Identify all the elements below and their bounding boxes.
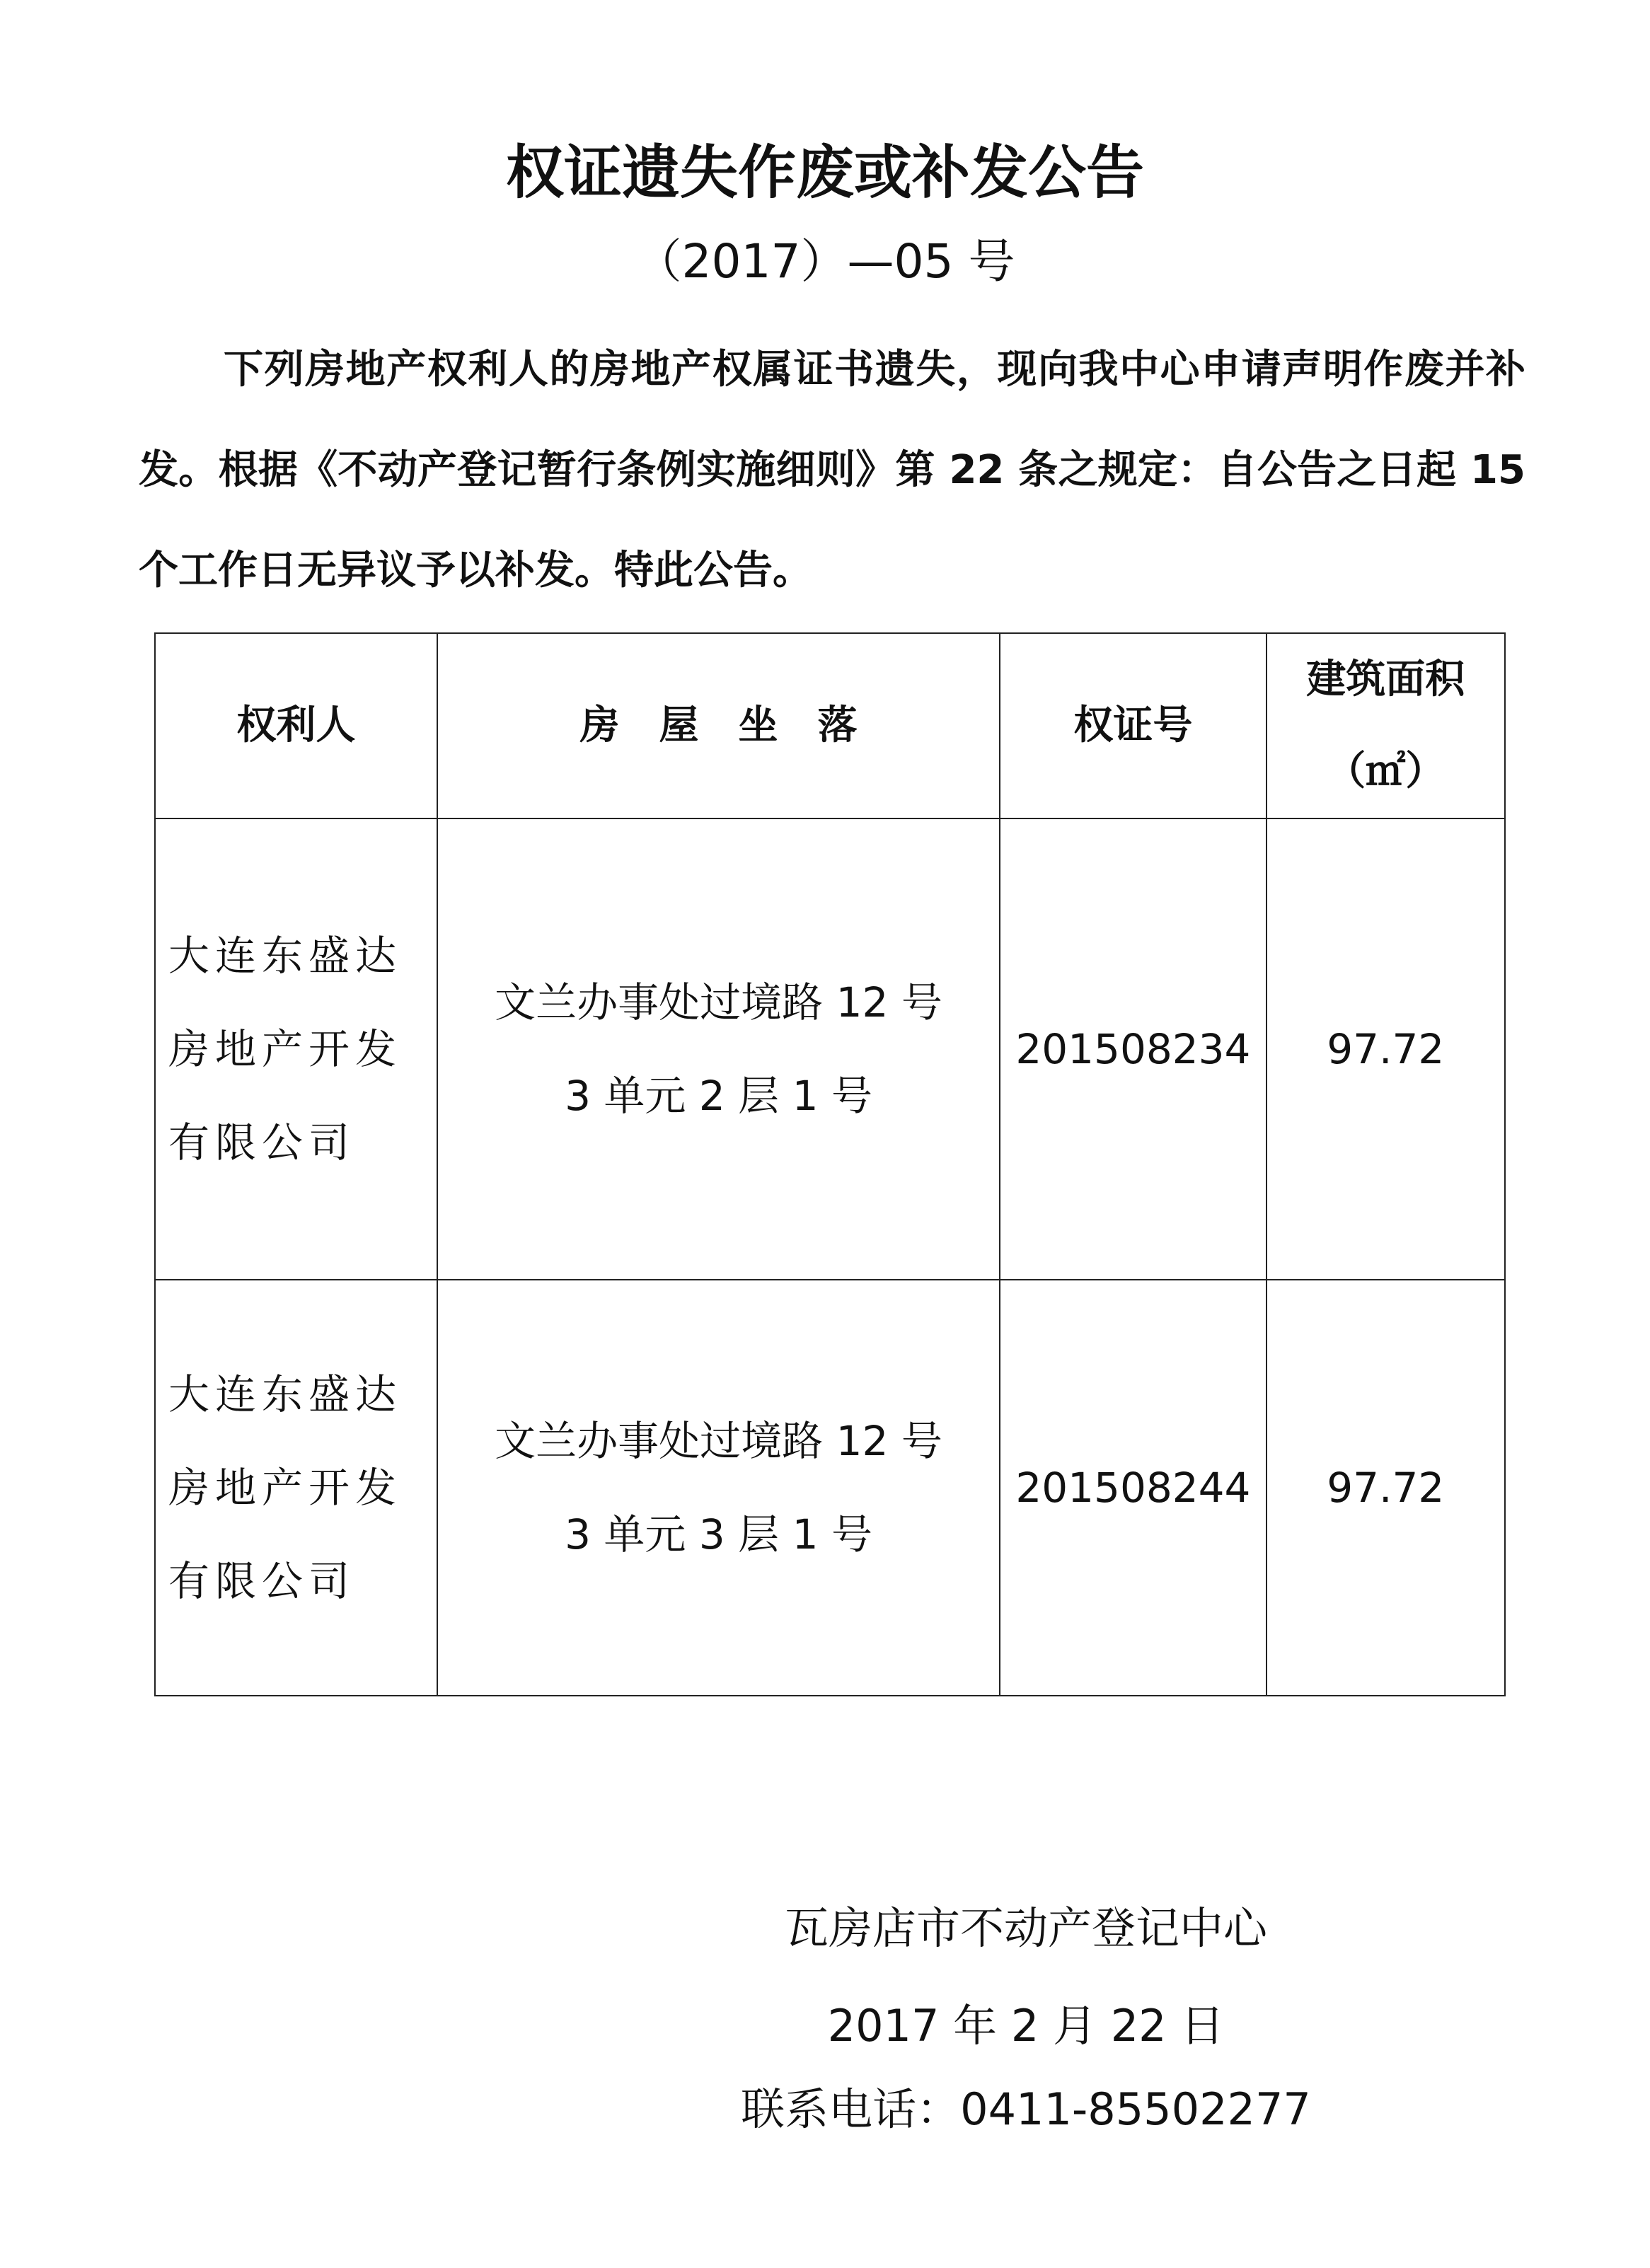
table-row bbox=[155, 1280, 1505, 1696]
cell-cert: 201508234 bbox=[1000, 818, 1266, 1280]
location-line2: 3 单元 2 层 1 号 bbox=[565, 1072, 872, 1120]
issue-date: 2017 年 2 月 22 日 bbox=[827, 2000, 1225, 2052]
contact-phone: 联系电话：0411-85502277 bbox=[741, 2083, 1311, 2135]
header-area-line2: （㎡） bbox=[1326, 748, 1446, 794]
header-area bbox=[1267, 633, 1505, 818]
location-line1: 文兰办事处过境路 12 号 bbox=[495, 1417, 942, 1465]
issuing-organization: 瓦房店市不动产登记中心 bbox=[784, 1902, 1267, 1954]
notice-body: 下列房地产权利人的房地产权属证书遗失，现向我中心申请声明作废并补发。根据《不动产登记暂行条例实施细则》第 22 条之规定：自公告之日起 15 个工作日无异议予以补发。特此公告。 bbox=[139, 347, 1525, 594]
header-area-line1: 建筑面积 bbox=[1306, 656, 1465, 702]
cell-owner: 大连东盛达房地产开发有限公司 bbox=[155, 818, 437, 1280]
table-header-row bbox=[155, 633, 1505, 818]
header-cert: 权证号 bbox=[1000, 633, 1266, 818]
table-row bbox=[155, 818, 1505, 1280]
header-owner: 权利人 bbox=[155, 633, 437, 818]
cell-location bbox=[437, 818, 1000, 1280]
location-line2: 3 单元 3 层 1 号 bbox=[565, 1510, 872, 1558]
cell-location bbox=[437, 1280, 1000, 1696]
cell-area: 97.72 bbox=[1267, 1280, 1505, 1696]
location-line1: 文兰办事处过境路 12 号 bbox=[495, 978, 942, 1026]
header-location: 房 屋 坐 落 bbox=[437, 633, 1000, 818]
certificate-table bbox=[154, 632, 1506, 1696]
cell-cert: 201508244 bbox=[1000, 1280, 1266, 1696]
cell-owner: 大连东盛达房地产开发有限公司 bbox=[155, 1280, 437, 1696]
cell-area: 97.72 bbox=[1267, 818, 1505, 1280]
notice-title: 权证遗失作废或补发公告 bbox=[505, 139, 1144, 207]
notice-number: （2017）—05 号 bbox=[635, 234, 1015, 289]
